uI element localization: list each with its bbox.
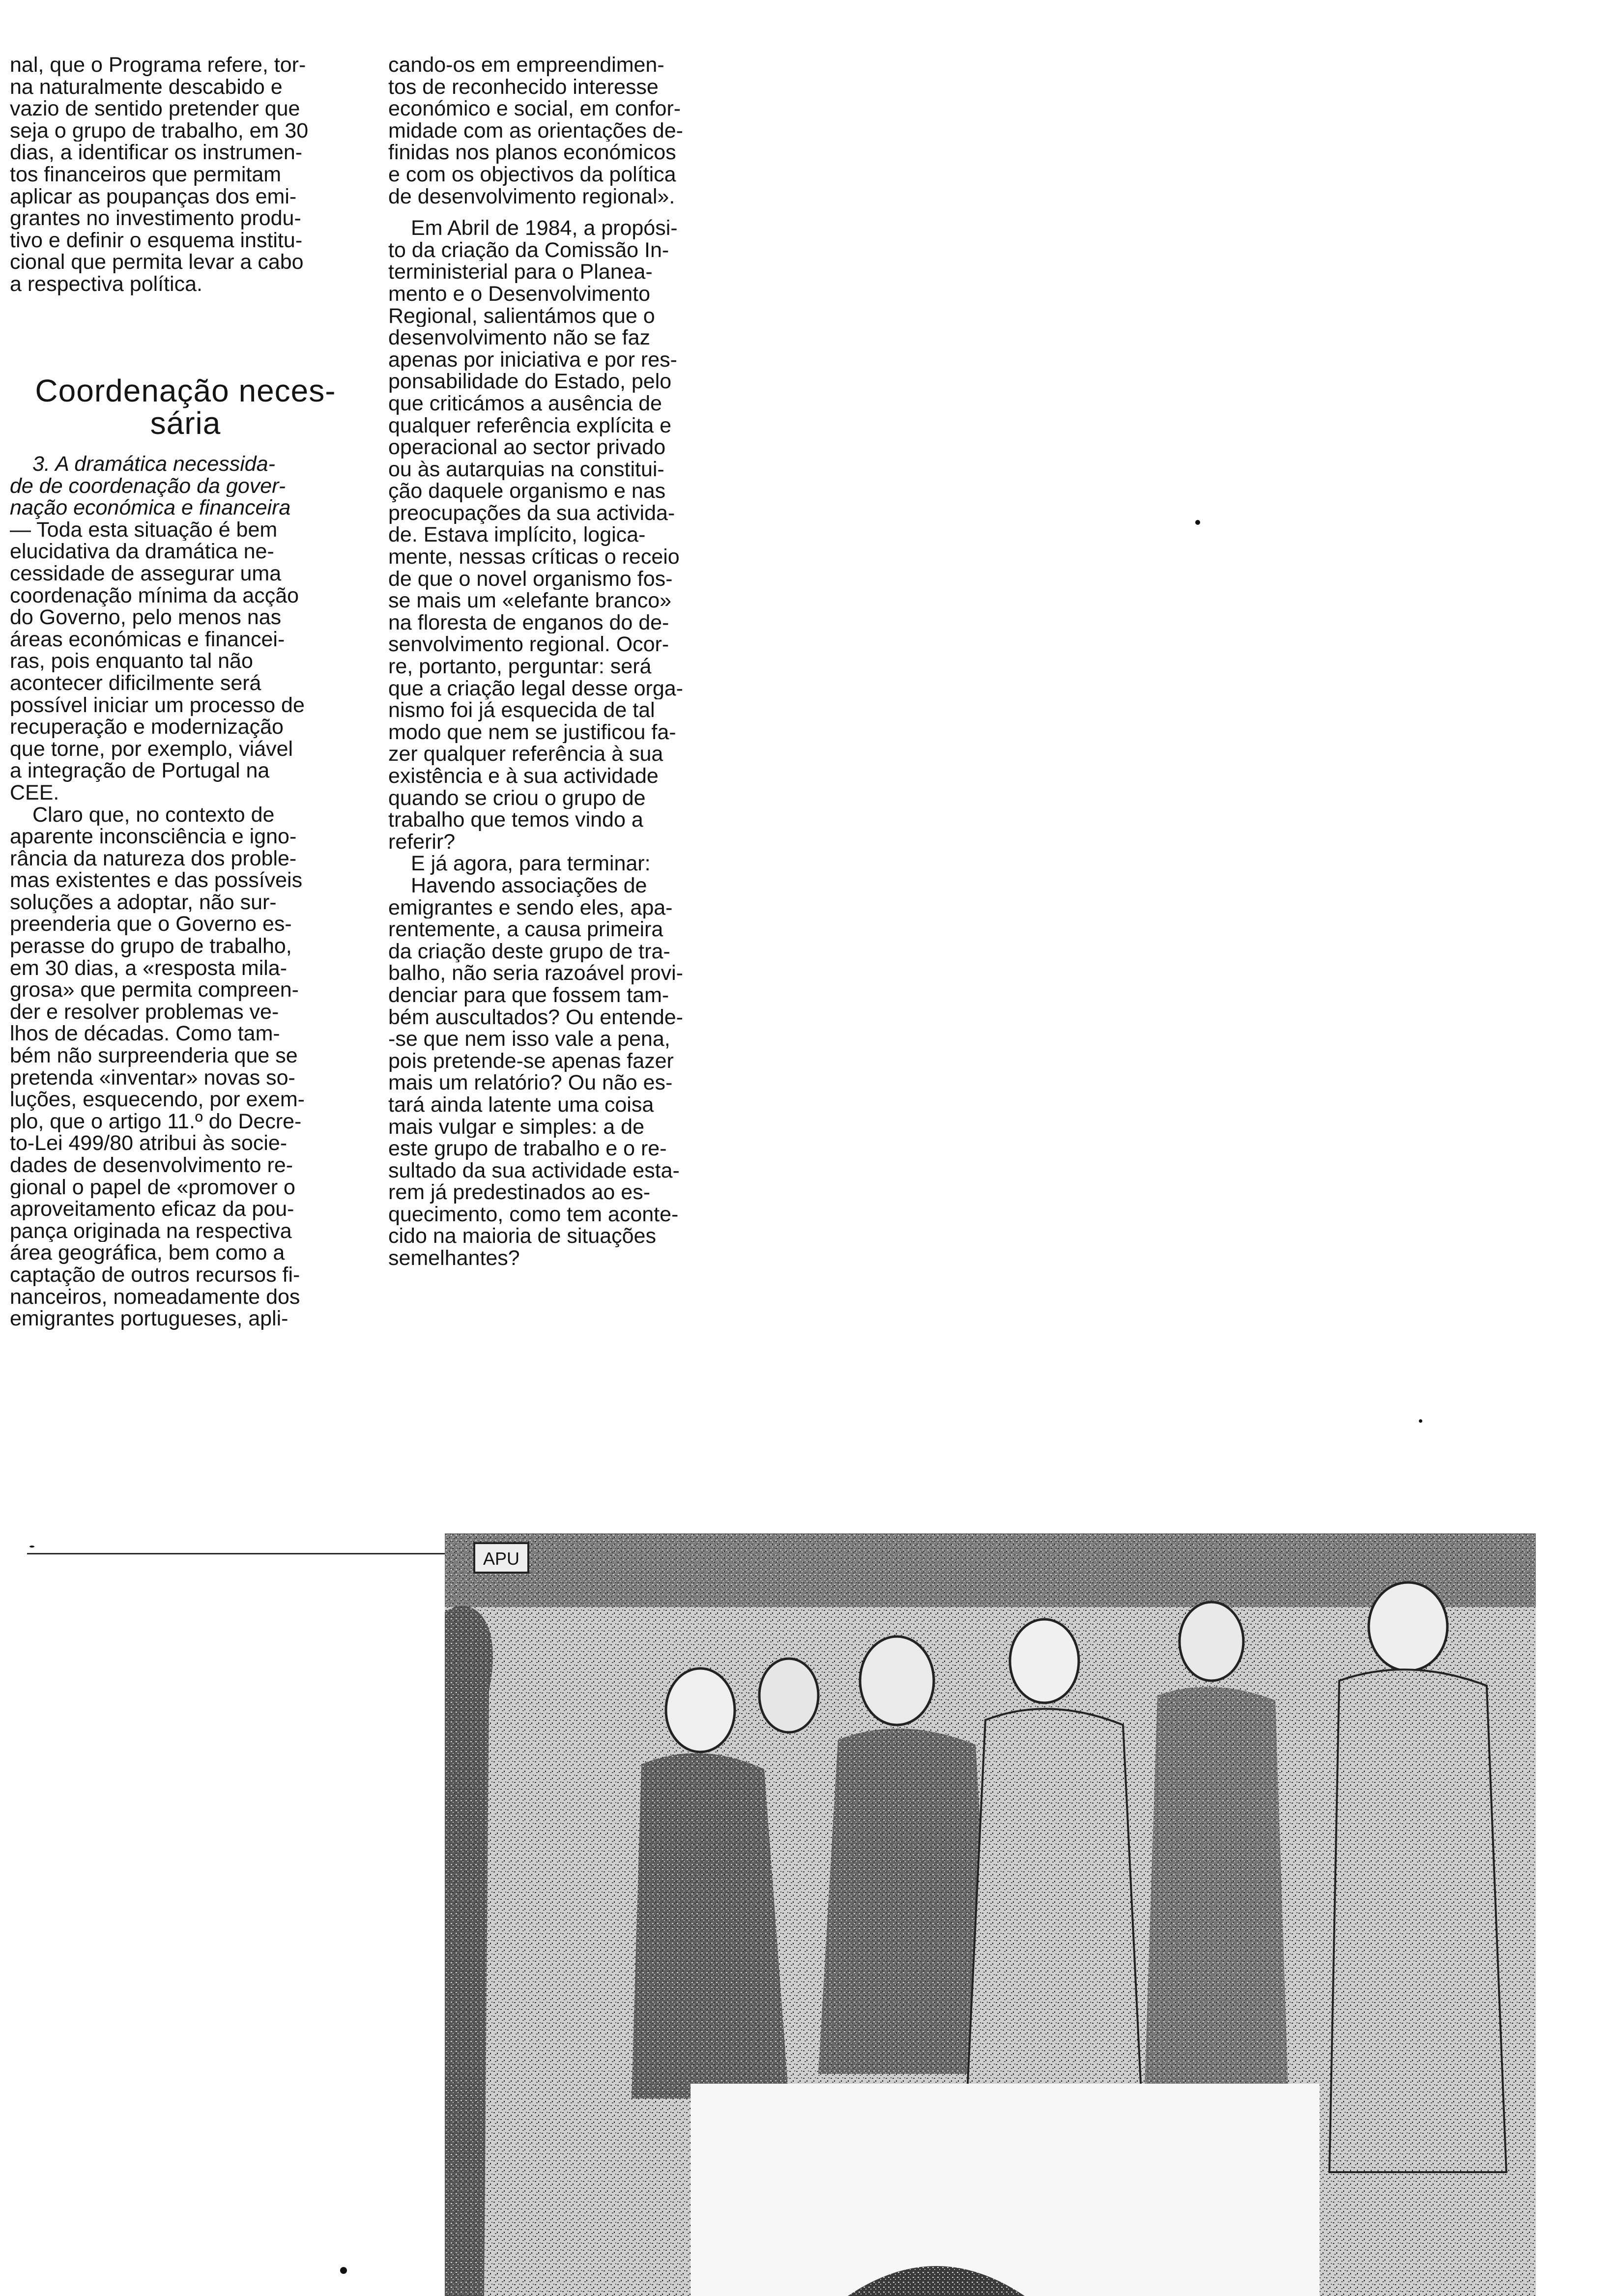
photo-halftone-rendering [445, 1533, 1536, 2296]
print-speck [29, 1546, 34, 1548]
text-line: que torne, por exemplo, viável [10, 738, 293, 760]
text-line: quecimento, como tem aconte- [388, 1203, 679, 1226]
text-line: de. Estava implícito, logica- [388, 524, 646, 546]
text-line: -se que nem isso vale a pena, [388, 1028, 670, 1050]
text-line: nismo foi já esquecida de tal [388, 699, 655, 721]
text-line: ção daquele organismo e nas [388, 480, 666, 502]
text-line: Regional, salientámos que o [388, 305, 655, 327]
text-line: em 30 dias, a «resposta mila- [10, 957, 288, 979]
text-line: este grupo de trabalho e o re- [388, 1138, 667, 1160]
text-line: na floresta de enganos do de- [388, 611, 669, 634]
text-line: tivo e definir o esquema institu- [10, 229, 303, 252]
text-line: lhos de décadas. Como tam- [10, 1023, 280, 1045]
text-line: tará ainda latente uma coisa [388, 1093, 654, 1116]
text-line: existência e à sua actividade [388, 765, 659, 787]
column-divider-rule [27, 1553, 455, 1554]
text-line: aproveitamento eficaz da pou- [10, 1198, 294, 1220]
text-line: económico e social, em confor- [388, 98, 681, 120]
text-line: Em Abril de 1984, a propósi- [411, 217, 678, 239]
photo-sign-text: APU [483, 1549, 520, 1569]
text-line: mas existentes e das possíveis [10, 869, 303, 891]
text-line: sultado da sua actividade esta- [388, 1159, 680, 1182]
paragraph-abril-1984 [388, 217, 742, 853]
text-line: do Governo, pelo menos nas [10, 606, 282, 629]
text-line: mais um relatório? Ou não es- [388, 1072, 673, 1094]
text-line: quando se criou o grupo de [388, 787, 646, 809]
text-line: cional que permita levar a cabo [10, 251, 304, 273]
text-line: zer qualquer referência à sua [388, 743, 663, 765]
text-line: dias, a identificar os instrumen- [10, 142, 303, 164]
text-line: mento e o Desenvolvimento [388, 283, 651, 305]
text-line: nação económica e financeira [10, 497, 291, 519]
paragraph-quote-continuation [388, 54, 742, 207]
text-line: acontecer dificilmente será [10, 672, 261, 694]
text-line: se mais um «elefante branco» [388, 590, 672, 612]
text-line: seja o grupo de trabalho, em 30 [10, 119, 309, 142]
text-line: ou às autarquias na constitui- [388, 458, 664, 481]
text-line: nanceiros, nomeadamente dos [10, 1286, 300, 1308]
section-3-paragraph [10, 519, 361, 804]
heading-line: Coordenação neces- [35, 373, 336, 408]
text-line: soluções a adoptar, não sur- [10, 891, 277, 914]
text-line: bém auscultados? Ou entende- [388, 1006, 684, 1029]
text-line: 3. A dramática necessida- [32, 453, 275, 475]
text-line: ponsabilidade do Estado, pelo [388, 371, 672, 393]
text-line: nal, que o Programa refere, tor- [10, 54, 306, 76]
print-speck [1195, 520, 1200, 525]
text-line: terministerial para o Planea- [388, 261, 653, 283]
text-line: grantes no investimento produ- [10, 207, 301, 230]
paragraph-e-ja-agora [388, 853, 742, 875]
print-speck [1419, 1419, 1422, 1423]
text-line: cessidade de assegurar uma [10, 562, 282, 585]
text-line: que criticámos a ausência de [388, 392, 662, 415]
text-line: tos de reconhecido interesse [388, 76, 659, 98]
text-line: pois pretende-se apenas fazer [388, 1050, 674, 1072]
text-line: vazio de sentido pretender que [10, 98, 300, 120]
text-line: Havendo associações de [411, 874, 647, 897]
text-line: bém não surpreenderia que se [10, 1045, 298, 1067]
text-line: midade com as orientações de- [388, 119, 683, 142]
text-line: referir? [388, 831, 456, 853]
text-line: da criação deste grupo de tra- [388, 940, 670, 963]
text-line: preocupações da sua activida- [388, 502, 675, 524]
text-line: na naturalmente descabido e [10, 76, 283, 98]
text-line: emigrantes e sendo eles, apa- [388, 896, 673, 919]
section-heading [10, 374, 361, 439]
text-line: cido na maioria de situações [388, 1225, 656, 1248]
right-column [388, 54, 742, 1269]
text-line: coordenação mínima da acção [10, 584, 299, 607]
text-line: dades de desenvolvimento re- [10, 1154, 293, 1177]
text-line: to da criação da Comissão In- [388, 239, 669, 261]
text-line: modo que nem se justificou fa- [388, 721, 676, 744]
text-line: áreas económicas e financei- [10, 628, 285, 651]
text-line: tos financeiros que permitam [10, 163, 282, 186]
text-line: que a criação legal desse orga- [388, 677, 683, 700]
text-line: semelhantes? [388, 1247, 520, 1269]
text-line: E já agora, para terminar: [411, 853, 651, 875]
left-column-body [10, 453, 361, 1330]
text-line: ras, pois enquanto tal não [10, 650, 253, 672]
text-line: a respectiva política. [10, 273, 202, 295]
text-line: rentemente, a causa primeira [388, 918, 663, 941]
text-line: desenvolvimento não se faz [388, 327, 651, 349]
text-line: operacional ao sector privado [388, 436, 666, 459]
text-line: de que o novel organismo fos- [388, 568, 673, 590]
text-line: emigrantes portugueses, apli- [10, 1308, 288, 1330]
text-line: denciar para que fossem tam- [388, 984, 669, 1006]
text-line: rância da natureza dos proble- [10, 847, 297, 870]
text-line: pretenda «inventar» novas so- [10, 1066, 295, 1089]
text-line: balho, não seria razoável provi- [388, 962, 683, 984]
text-line: luções, esquecendo, por exem- [10, 1089, 305, 1111]
text-line: re, portanto, perguntar: será [388, 656, 652, 678]
text-line: cando-os em empreendimen- [388, 54, 664, 76]
text-line: gional o papel de «promover o [10, 1176, 295, 1199]
text-line: — Toda esta situação é bem [10, 518, 278, 541]
news-photograph [445, 1533, 1536, 2296]
text-line: área geográfica, bem como a [10, 1242, 285, 1264]
text-line: Claro que, no contexto de [32, 804, 275, 826]
text-line: preenderia que o Governo es- [10, 913, 292, 936]
print-speck [340, 2267, 347, 2274]
text-line: CEE. [10, 781, 59, 804]
paragraph-intro-continuation [10, 54, 361, 295]
text-line: to-Lei 499/80 atribui às socie- [10, 1132, 288, 1154]
text-line: plo, que o artigo 11.º do Decre- [10, 1110, 302, 1133]
text-line: pança originada na respectiva [10, 1220, 292, 1242]
section-3-lead [10, 453, 361, 519]
text-line: senvolvimento regional. Ocor- [388, 633, 669, 656]
text-line: mente, nessas críticas o receio [388, 546, 680, 568]
text-line: de de coordenação da gover- [10, 475, 286, 497]
text-line: apenas por iniciativa e por res- [388, 348, 677, 371]
text-line: captação de outros recursos fi- [10, 1263, 300, 1286]
left-column-top [10, 54, 361, 295]
heading-line: sária [150, 405, 221, 441]
text-line: recuperação e modernização [10, 716, 284, 738]
text-line: perasse do grupo de trabalho, [10, 935, 292, 957]
text-line: aplicar as poupanças dos emi- [10, 185, 297, 208]
text-line: a integração de Portugal na [10, 760, 270, 782]
text-line: possível iniciar um processo de [10, 694, 305, 717]
text-line: mais vulgar e simples: a de [388, 1116, 644, 1138]
text-line: rem já predestinados ao es- [388, 1181, 651, 1204]
text-line: finidas nos planos económicos [388, 142, 676, 164]
text-line: de desenvolvimento regional». [388, 185, 675, 208]
text-line: der e resolver problemas ve- [10, 1001, 279, 1023]
text-line: qualquer referência explícita e [388, 414, 672, 437]
paragraph-havendo-associacoes [388, 875, 742, 1269]
text-line: grosa» que permita compreen- [10, 979, 299, 1001]
text-line: trabalho que temos vindo a [388, 809, 643, 831]
text-line: aparente inconsciência e igno- [10, 826, 297, 848]
text-line: elucidativa da dramática ne- [10, 541, 274, 563]
paragraph-claro-que [10, 804, 361, 1330]
text-line: e com os objectivos da política [388, 163, 676, 186]
